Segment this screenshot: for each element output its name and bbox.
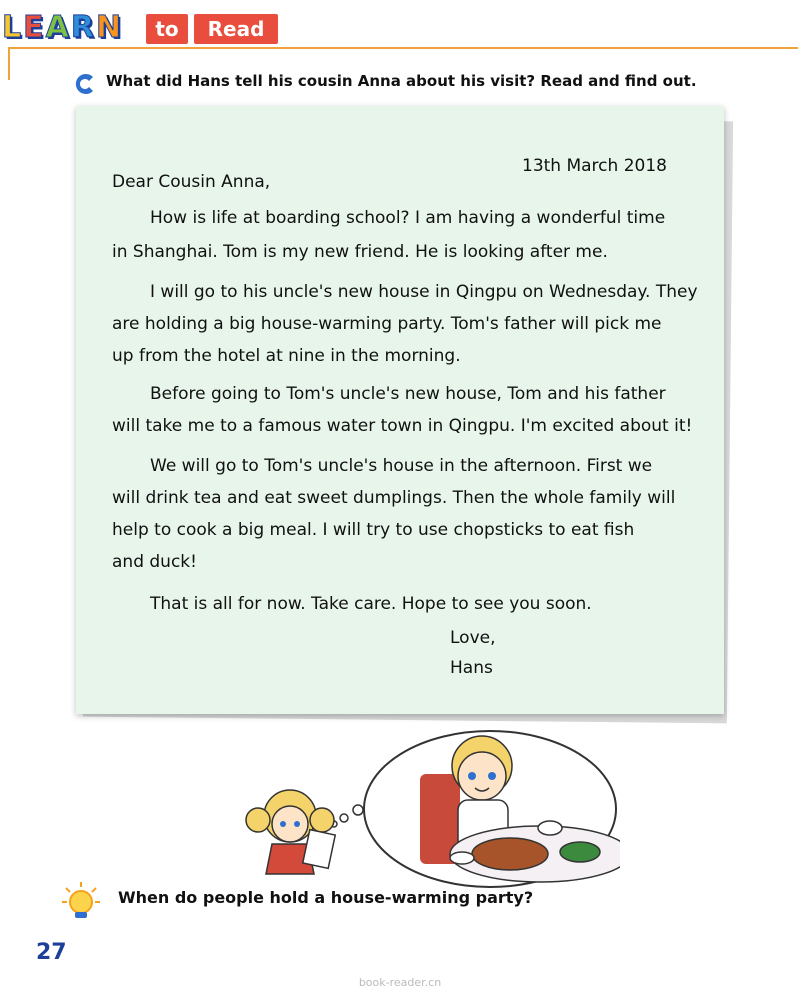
section-c-icon [74,72,98,96]
logo-letter-r: R [70,10,94,45]
letter-line: in Shanghai. Tom is my new friend. He is looking after me. [112,242,608,262]
logo-to: to [146,14,188,44]
girl-dreaming-illustration [210,724,620,894]
instruction-text: What did Hans tell his cousin Anna about his visit? Read and find out. [106,72,697,90]
boy-face [458,752,506,800]
letter-line: Before going to Tom's uncle's new house, Tom and his father [150,384,666,404]
thought-dot [353,805,363,815]
letter-line: That is all for now. Take care. Hope to see you soon. [150,594,592,614]
letter-greeting: Dear Cousin Anna, [112,172,271,192]
letter-line: How is life at boarding school? I am having a wonderful time [150,208,666,228]
letter-line: are holding a big house-warming party. Tom's father will pick me [112,314,662,334]
letter-signature: Hans [450,658,493,678]
letter-line: will drink tea and eat sweet dumplings. Then the whole family will [112,488,676,508]
letter-line: I will go to his uncle's new house in Qingpu on Wednesday. They [150,282,698,302]
letter-line: help to cook a big meal. I will try to use chopsticks to eat fish [112,520,635,540]
letter-line: up from the hotel at nine in the morning. [112,346,461,366]
logo-letter-l: L [2,10,22,45]
letter-line: and duck! [112,552,197,572]
logo-learn-word [2,10,121,45]
header-divider [8,47,798,49]
logo-letter-n: N [95,10,122,45]
roast-duck [472,838,548,870]
letter-closing: Love, [450,628,496,648]
letter-paper [76,106,724,714]
watermark: book-reader.cn [358,976,442,989]
logo-read: Read [194,14,278,44]
logo-letter-a: A [45,10,69,45]
thought-dot [340,814,348,822]
lightbulb-icon [60,880,102,920]
logo-letter-e: E [23,10,44,45]
question-text: When do people hold a house-warming party? [118,888,534,907]
letter-line: will take me to a famous water town in Qingpu. I'm excited about it! [112,416,693,436]
learn-to-read-logo [0,0,282,48]
letter-date: 13th March 2018 [522,156,667,176]
girl-face [272,806,308,842]
letter-line: We will go to Tom's uncle's house in the afternoon. First we [150,456,653,476]
left-margin-line [8,48,10,80]
teacup [450,852,474,864]
teapot [538,821,562,835]
page-number: 27 [36,940,67,965]
vegetable-dish [560,842,600,862]
